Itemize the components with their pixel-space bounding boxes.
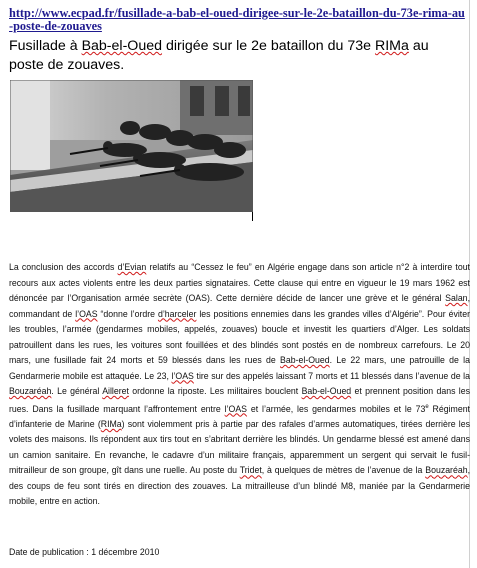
soldiers-photo-image	[10, 80, 253, 212]
photo-rule	[252, 212, 253, 221]
source-link[interactable]: http://www.ecpad.fr/fusillade-a-bab-el-oued-dirigee-sur-le-2e-bataillon-du-73e-rima-au-poste-de-zouaves	[9, 6, 465, 33]
article-body: La conclusion des accords d’Evian relatifs au “Cessez le feu” en Algérie engage dans son article n°2 à interdire tout recours aux actes violents entre les deux parties signataires. Cette clause qui entre en vigueur le 19 mars 1962 est dénoncée par l’Organisation armée secrète (OAS). Cette dernière décide de lancer une grève et le général Salan, commandant de l’OAS “donne l’ordre d’harceler les positions ennemies dans les grandes villes d’Algérie”. Pour éviter les troubles, l’armée (gendarmes mobiles, appelés, zouaves) boucle et investit les quartiers d’Alger. Les soldats patrouillent dans les rues, les voitures sont fouillées et des blindés sont postés en de nombreux carrefours. Le 20 mars, une fusillade fait 24 morts et 59 blessés dans les rues de Bab-el-Oued. Le 22 mars, une patrouille de la Gendarmerie mobile est attaquée. Le 23, l’OAS tire sur des appelés laissant 7 morts et 11 blessés dans l’avenue de la Bouzaréah. Le général Ailleret ordonne la riposte. Les militaires bouclent Bab-el-Oued et prennent position dans les rues. Dans la fusillade marquant l’affrontement entre l’OAS et l’armée, les gendarmes mobiles et le 73e Régiment d’infanterie de Marine (RIMa) sont violemment pris à partie par des rafales d’armes automatiques, tirées derrière les volets des maisons. Ils répondent aux tirs tout en s’abritant derrière les blindés. Un gendarme blessé est amené dans un camion sanitaire. En revanche, le cadavre d’un militaire français, apparemment un sergent qui servait le fusil-mitrailleur de son groupe, gît dans une ruelle. Au poste du Tridet, à quelques de mètres de l’avenue de la Bouzaréah, des coups de feu sont tirés en direction des zouaves. La mitrailleuse d’un blindé M8, maniée par la Gendarmerie mobile, entre en action.	[9, 262, 471, 507]
publication-date: Date de publication : 1 décembre 2010	[9, 547, 160, 557]
document-title: Fusillade à Bab-el-Oued dirigée sur le 2e bataillon du 73e RIMa au poste de zouaves.	[9, 38, 429, 73]
news-photo	[10, 80, 253, 212]
